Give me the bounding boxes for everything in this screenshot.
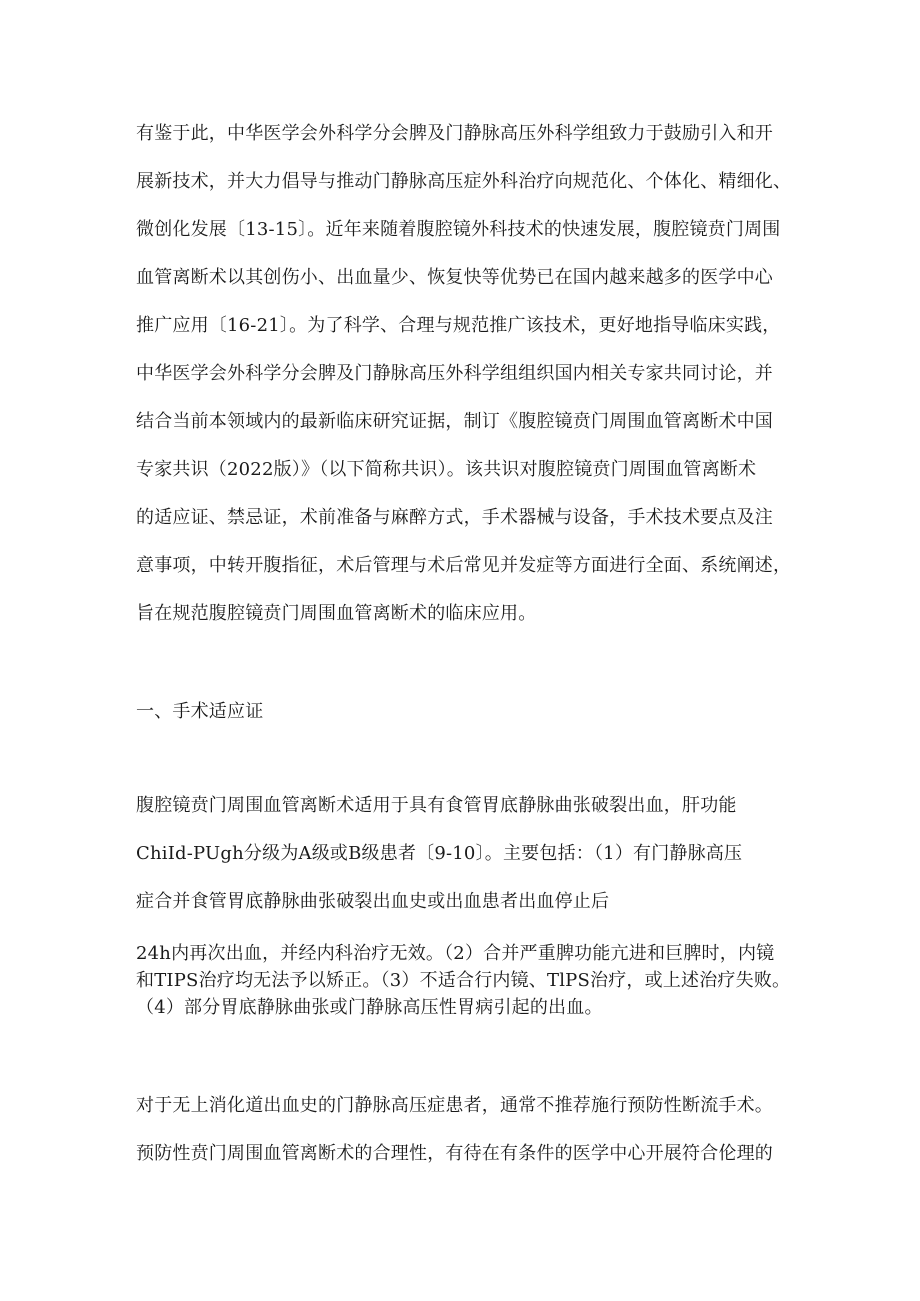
text-line: 有鉴于此，中华医学会外科学分会脾及门静脉高压外科学组致力于鼓励引入和开 [136,123,773,144]
text-line: 的适应证、禁忌证，术前准备与麻醉方式，手术器械与设备，手术技术要点及注 [136,507,773,528]
text-line: 结合当前本领域内的最新临床研究证据，制订《腹腔镜贲门周围血管离断术中国 [136,411,773,432]
text-line: 专家共识（2022版）》（以下简称共识）。该共识对腹腔镜贲门周围血管离断术 [136,459,757,480]
text-line: 腹腔镜贲门周围血管离断术适用于具有食管胃底静脉曲张破裂出血，肝功能 [136,795,737,816]
text-line: 和TIPS治疗均无法予以矫正。（3）不适合行内镜、TlPS治疗，或上述治疗失败。 [136,970,791,991]
text-line: 症合并食管胃底静脉曲张破裂出血史或出血患者出血停止后 [136,891,610,912]
text-line: 24h内再次出血，并经内科治疗无效。（2）合并严重脾功能亢进和巨脾时，内镜 [136,943,775,964]
text-line: 预防性贲门周围血管离断术的合理性，有待在有条件的医学中心开展符合伦理的 [136,1143,773,1164]
text-line: 微创化发展〔13-15〕。近年来随着腹腔镜外科技术的快速发展，腹腔镜贲门周围 [136,219,781,240]
text-line: （4）部分胃底静脉曲张或门静脉高压性胃病引起的出血。 [136,997,603,1018]
text-line: 展新技术，并大力倡导与推动门静脉高压症外科治疗向规范化、个体化、精细化、 [136,171,792,192]
text-line: 推广应用〔16-21〕。为了科学、合理与规范推广该技术，更好地指导临床实践， [136,315,781,336]
text-line: 血管离断术以其创伤小、出血量少、恢复快等优势已在国内越来越多的医学中心 [136,267,773,288]
text-line: 中华医学会外科学分会脾及门静脉高压外科学组组织国内相关专家共同讨论，并 [136,363,773,384]
text-line: 意事项，中转开腹指征，术后管理与术后常见并发症等方面进行全面、系统阐述， [136,555,792,576]
text-line: 对于无上消化道出血史的门静脉高压症患者，通常不推荐施行预防性断流手术。 [136,1095,773,1116]
section-heading: 一、手术适应证 [136,701,264,722]
text-line: ChiId-PUgh分级为A级或B级患者〔9-10〕。主要包括：（1）有门静脉高压 [136,843,743,864]
text-line: 旨在规范腹腔镜贲门周围血管离断术的临床应用。 [136,603,537,624]
